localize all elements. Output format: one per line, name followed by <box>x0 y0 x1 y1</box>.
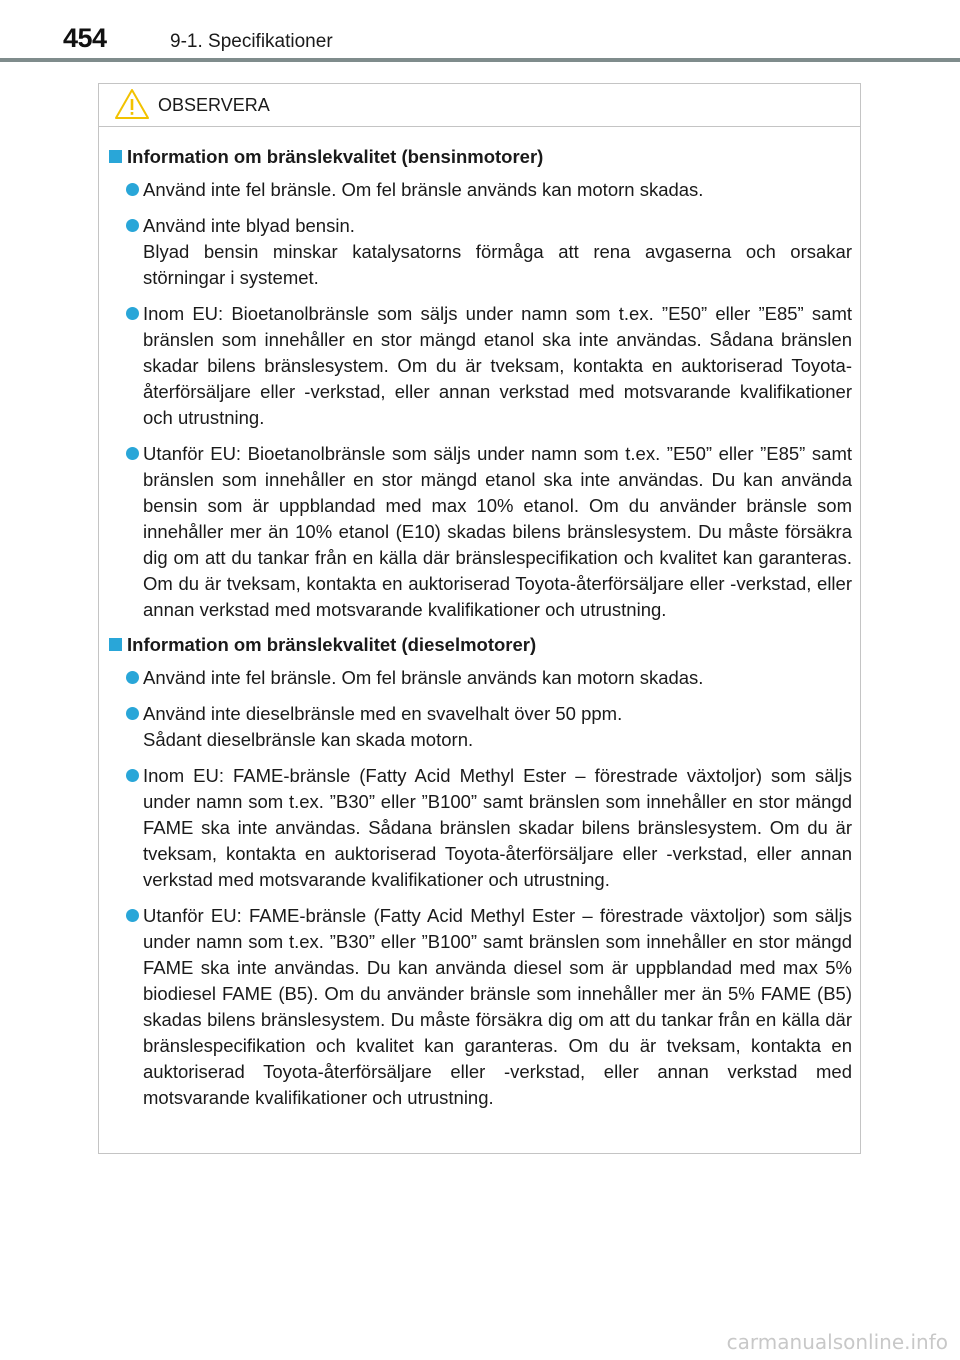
section-title: 9-1. Specifikationer <box>170 31 333 52</box>
item-text: Sådant dieselbränsle kan skada motorn. <box>143 729 474 750</box>
item-text: Utanför EU: Bioetanolbränsle som säljs under namn som t.ex. ”E50” eller ”E85” samt bränslen som innehåller en stor mängd etanol ska inte användas. Du kan använda bensin som är uppblandad med max 10% etanol. Om du använder bränsle som innehåller mer än 10% etanol (E10) skadas bilens bränslesystem. Du måste försäkra dig om att du tankar från en källa där bränslespecifikation och kvalitet kan garanteras. Om du är tveksam, kontakta en auktoriserad Toyota-återförsäljare eller -verkstad, eller annan verkstad med motsvarande kvalifikationer och utrustning. <box>143 443 852 620</box>
square-bullet-icon <box>109 638 122 651</box>
section-heading-text: Information om bränslekvalitet (bensinmotorer) <box>127 146 544 167</box>
section-heading <box>99 145 860 169</box>
round-bullet-icon <box>126 707 139 720</box>
list-item <box>143 665 852 691</box>
round-bullet-icon <box>126 671 139 684</box>
notice-box <box>98 83 861 1154</box>
section-heading-text: Information om bränslekvalitet (dieselmotorer) <box>127 634 537 655</box>
watermark: carmanualsonline.info <box>726 1330 948 1354</box>
notice-body <box>99 145 860 1121</box>
round-bullet-icon <box>126 447 139 460</box>
item-text: Blyad bensin minskar katalysatorns förmåga att rena avgaserna och orsakar störningar i systemet. <box>143 241 852 288</box>
notice-header <box>99 84 860 127</box>
page-header <box>0 0 960 62</box>
list-item <box>143 441 852 623</box>
list-item <box>143 301 852 431</box>
header-rule <box>0 58 960 62</box>
round-bullet-icon <box>126 909 139 922</box>
round-bullet-icon <box>126 219 139 232</box>
list-item <box>143 177 852 203</box>
round-bullet-icon <box>126 183 139 196</box>
item-text: Använd inte dieselbränsle med en svavelhalt över 50 ppm. <box>143 703 623 724</box>
list-item <box>143 701 852 753</box>
section-heading <box>99 633 860 657</box>
square-bullet-icon <box>109 150 122 163</box>
round-bullet-icon <box>126 307 139 320</box>
item-text: Inom EU: FAME-bränsle (Fatty Acid Methyl Ester – förestrade växtoljor) som säljs under namn som t.ex. ”B30” eller ”B100” samt bränslen som innehåller en stor mängd FAME ska inte användas. Sådana bränslen skadar bilens bränslesystem. Om du är tveksam, kontakta en auktoriserad Toyota-återförsäljare eller -verkstad, eller annan verkstad med motsvarande kvalifikationer och utrustning. <box>143 765 852 890</box>
item-text: Använd inte fel bränsle. Om fel bränsle används kan motorn skadas. <box>143 667 704 688</box>
warning-triangle-icon <box>114 88 150 120</box>
item-text: Använd inte fel bränsle. Om fel bränsle används kan motorn skadas. <box>143 179 704 200</box>
round-bullet-icon <box>126 769 139 782</box>
list-item <box>143 213 852 291</box>
item-text: Utanför EU: FAME-bränsle (Fatty Acid Methyl Ester – förestrade växtoljor) som säljs under namn som t.ex. ”B30” eller ”B100” samt bränslen som innehåller en stor mängd FAME ska inte användas. Du kan använda diesel som är uppblandad med max 5% biodiesel FAME (B5). Om du använder bränsle som innehåller mer än 5% FAME (B5) skadas bilens bränslesystem. Du måste försäkra dig om att du tankar från en källa där bränslespecifikation och kvalitet kan garanteras. Om du är tveksam, kontakta en auktoriserad Toyota-återförsäljare eller -verkstad, eller annan verkstad med motsvarande kvalifikationer och utrustning. <box>143 905 852 1108</box>
list-item <box>143 763 852 893</box>
page-number: 454 <box>63 23 107 53</box>
item-text: Inom EU: Bioetanolbränsle som säljs under namn som t.ex. ”E50” eller ”E85” samt bränslen som innehåller en stor mängd etanol ska inte användas. Sådana bränslen skadar bilens bränslesystem. Om du är tveksam, kontakta en auktoriserad Toyota-återförsäljare eller -verkstad, eller annan verkstad med motsvarande kvalifikationer och utrustning. <box>143 303 852 428</box>
list-item <box>143 903 852 1111</box>
notice-title: OBSERVERA <box>158 95 270 115</box>
item-text: Använd inte blyad bensin. <box>143 215 355 236</box>
